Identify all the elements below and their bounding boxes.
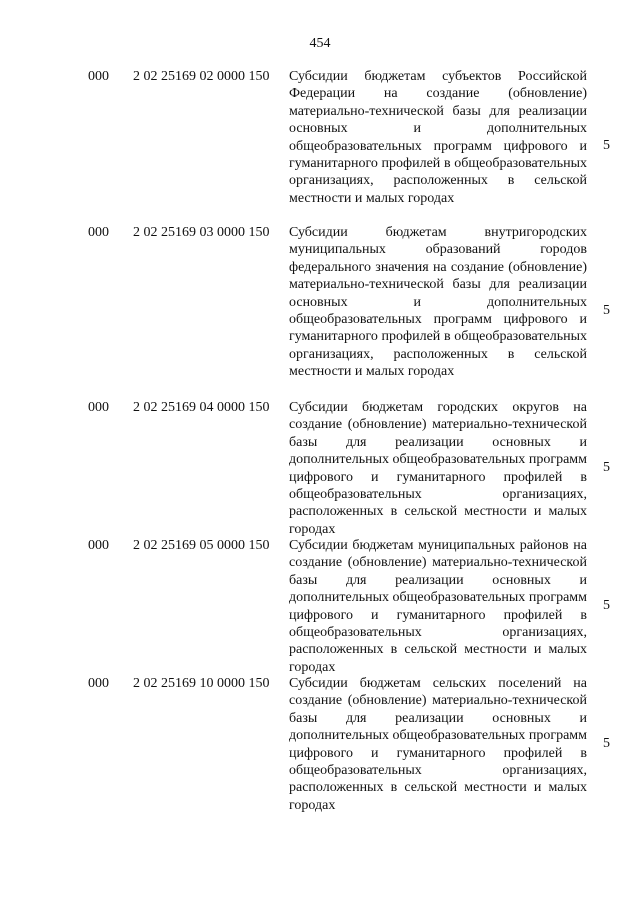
amount: 5 (603, 598, 610, 613)
kbk-code: 2 02 25169 04 0000 150 (133, 400, 270, 415)
table-row (0, 224, 640, 399)
income-description: Субсидии бюджетам сельских поселений на создание (обновление) материально-технической базы для реализации основных и дополнительных общеобразовательных программ цифрового и гуманитарного профилей в общеобразовательных организациях, расположенных в сельской местности и малых городах (289, 676, 587, 813)
kbk-code: 2 02 25169 03 0000 150 (133, 225, 270, 240)
table-row (0, 399, 640, 537)
table-row (0, 68, 640, 224)
kbk-code: 2 02 25169 10 0000 150 (133, 676, 270, 691)
admin-code: 000 (88, 69, 109, 84)
admin-code: 000 (88, 225, 109, 240)
table-row (0, 537, 640, 675)
income-description: Субсидии бюджетам субъектов Российской Федерации на создание (обновление) материально-технической базы для реализации основных и дополнительных общеобразовательных программ цифрового и гуманитарного профилей в общеобразовательных организациях, расположенных в сельской местности и малых городах (289, 69, 587, 206)
amount: 5 (603, 460, 610, 475)
page-number: 454 (309, 36, 331, 51)
budget-code-table (0, 68, 640, 815)
admin-code: 000 (88, 538, 109, 553)
amount: 5 (603, 736, 610, 751)
income-description: Субсидии бюджетам внутригородских муниципальных образований городов федерального значения на создание (обновление) материально-технической базы для реализации основных и дополнительных общеобразовательных программ цифрового и гуманитарного профилей в общеобразовательных организациях, расположенных в сельской местности и малых городах (289, 225, 587, 380)
kbk-code: 2 02 25169 02 0000 150 (133, 69, 270, 84)
amount: 5 (603, 138, 610, 153)
income-description: Субсидии бюджетам муниципальных районов на создание (обновление) материально-технической базы для реализации основных и дополнительных общеобразовательных программ цифрового и гуманитарного профилей в общеобразовательных организациях, расположенных в сельской местности и малых городах (289, 538, 587, 675)
table-row (0, 675, 640, 815)
admin-code: 000 (88, 400, 109, 415)
kbk-code: 2 02 25169 05 0000 150 (133, 538, 270, 553)
income-description: Субсидии бюджетам городских округов на создание (обновление) материально-технической базы для реализации основных и дополнительных общеобразовательных программ цифрового и гуманитарного профилей в общеобразовательных организациях, расположенных в сельской местности и малых городах (289, 400, 587, 537)
admin-code: 000 (88, 676, 109, 691)
amount: 5 (603, 303, 610, 318)
